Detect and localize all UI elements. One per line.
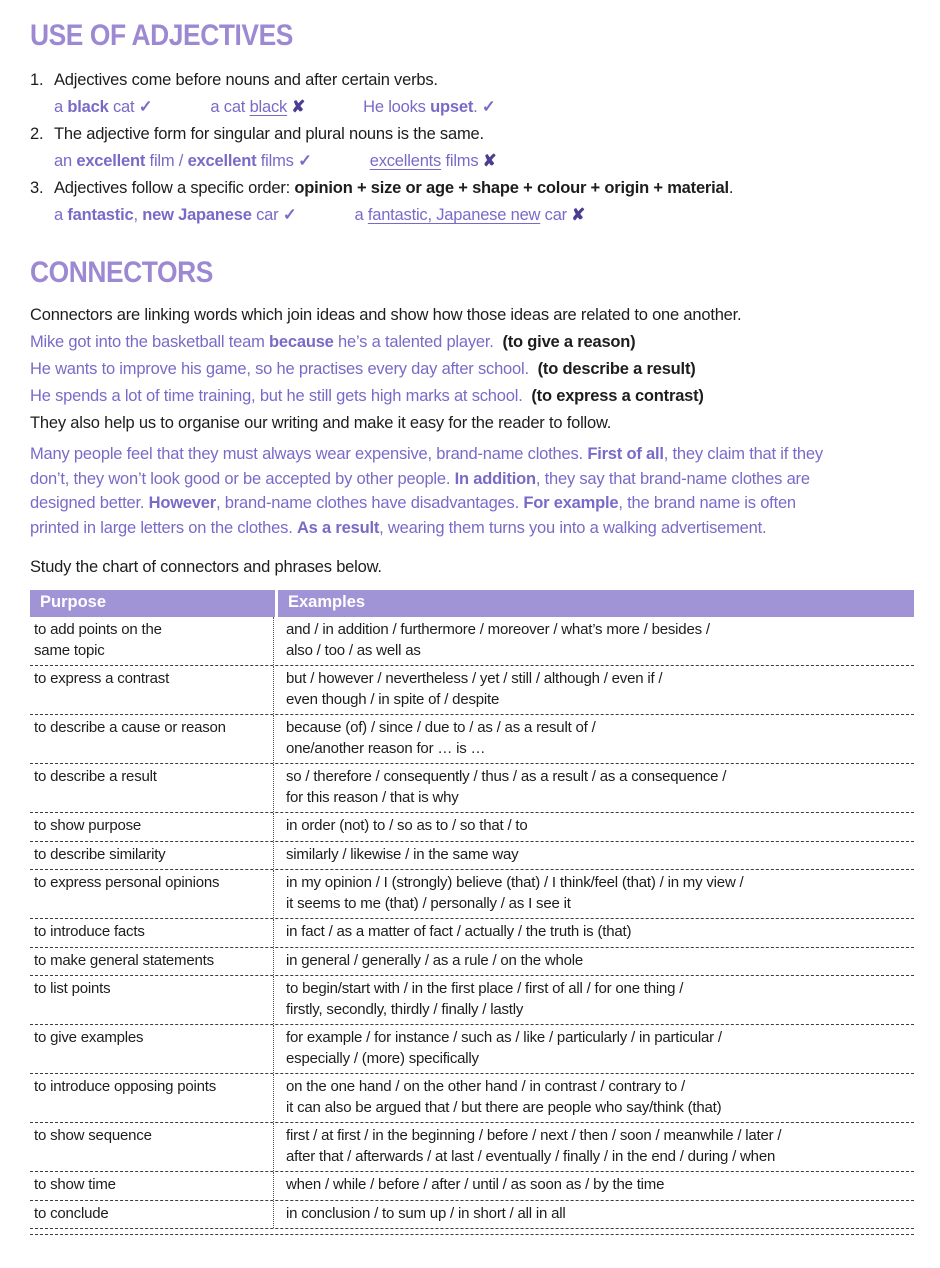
purpose-cell [30,842,274,870]
table-row [30,666,914,715]
text-segment: excellents [369,152,442,170]
cross-icon: ✘ [571,206,585,224]
purpose-text-line: to describe a result [34,768,157,785]
examples-column-header: Examples [278,590,914,617]
table-row [30,764,914,813]
examples-cell [274,813,914,841]
examples-text-line: it seems to me (that) / personally / as I see it [286,894,571,912]
text-segment: However [148,494,217,512]
examples-cell [274,976,914,1024]
purpose-text-line: to conclude [34,1204,109,1222]
study-chart-instruction: Study the chart of connectors and phrases below. [30,558,382,576]
purpose-text-line: to express personal opinions [34,874,220,891]
list-number: 3. [30,179,44,197]
examples-text-line: to begin/start with / in the first place / first of all / for one thing / [286,980,684,997]
examples-text-line: in conclusion / to sum up / in short / all in all [286,1204,566,1222]
paragraph-line [30,491,914,516]
text-segment: films [256,152,299,170]
examples-text-line: and / in addition / furthermore / moreover / what’s more / besides / [286,621,710,638]
text-segment: (to describe a result) [537,360,696,378]
cross-icon: ✘ [291,98,306,116]
example-chunk [54,202,296,229]
text-segment: a [54,98,68,116]
text-segment: car [540,206,572,224]
text-segment: upset [430,98,474,116]
purpose-cell [30,764,274,812]
example-line [54,94,914,121]
connector-sentence [30,383,914,410]
example-chunk [370,148,497,175]
purpose-text-line: to show time [34,1176,116,1193]
text-segment: excellent [76,152,146,170]
text-segment: Adjectives follow a specific order: [54,179,295,197]
purpose-text-line: to show purpose [34,817,142,834]
text-segment: film / [145,152,188,170]
table-row [30,715,914,764]
connector-sentence [30,329,914,356]
purpose-text-line: to show sequence [34,1127,152,1144]
table-row [30,813,914,842]
purpose-cell [30,976,274,1024]
examples-text-line: especially / (more) specifically [286,1049,479,1067]
text-segment: he’s a talented player. [333,333,494,351]
examples-text-line: first / at first / in the beginning / before / next / then / soon / meanwhile / later / [286,1127,782,1144]
purpose-text-line: to list points [34,980,111,997]
examples-text-line: on the one hand / on the other hand / in contrast / contrary to / [286,1078,685,1095]
purpose-cell [30,1201,274,1229]
adjectives-section-header [30,20,914,54]
paragraph-line [30,467,914,492]
examples-cell [274,764,914,812]
table-row [30,919,914,948]
purpose-text-line: to describe similarity [34,845,166,863]
examples-text-line: similarly / likewise / in the same way [286,845,519,863]
connectors-table [30,590,914,1235]
purpose-text-line: to make general statements [34,951,214,969]
check-icon: ✓ [282,206,297,224]
connectors-intro: Connectors are linking words which join ideas and show how those ideas are related to one another. [30,306,742,324]
purpose-cell [30,1025,274,1073]
text-segment: . [473,98,482,116]
text-segment: cat [108,98,139,116]
text-segment: don’t, they won’t look good or be accepted by other people. [30,469,455,488]
text-segment: The adjective form for singular and plural nouns is the same. [54,125,484,143]
examples-cell [274,1123,914,1171]
connectors-heading: CONNECTORS [30,256,213,289]
text-segment: Many people feel that they must always wear expensive, brand-name clothes. [30,445,588,463]
purpose-text-line: to introduce opposing points [34,1078,217,1095]
purpose-cell [30,715,274,763]
purpose-cell [30,870,274,918]
examples-cell [274,715,914,763]
rule-text [54,121,484,148]
example-line [54,202,914,229]
examples-cell [274,842,914,870]
connectors-table-header [30,590,914,617]
examples-text-line: it can also be argued that / but there are people who say/think (that) [286,1098,722,1116]
examples-cell [274,1201,914,1229]
text-segment: , brand-name clothes have disadvantages. [216,494,524,512]
table-row [30,1074,914,1123]
purpose-cell [30,1074,274,1122]
rule-text-line [30,175,914,202]
examples-text-line: even though / in spite of / despite [286,690,500,708]
purpose-cell [30,1172,274,1200]
example-chunk [54,148,312,175]
text-segment: He wants to improve his game, so he practises every day after school. [30,360,529,378]
table-row [30,1123,914,1172]
text-segment: For example [523,494,619,512]
examples-text-line: for this reason / that is why [286,788,459,806]
examples-text-line: but / however / nevertheless / yet / still / although / even if / [286,670,663,687]
text-segment: fantastic [67,206,134,224]
table-row [30,870,914,919]
examples-text-line: one/another reason for … is … [286,739,486,757]
examples-cell [274,1172,914,1200]
list-number: 2. [30,125,44,143]
text-segment: a cat [210,98,250,116]
text-segment: films [441,152,483,170]
adjectives-list [30,67,914,229]
example-chunk [54,94,152,121]
table-row [30,976,914,1025]
text-segment: designed better. [30,494,149,512]
examples-cell [274,617,914,665]
examples-text-line: in fact / as a matter of fact / actually / the truth is (that) [286,923,632,940]
examples-text-line: for example / for instance / such as / like / particularly / in particular / [286,1029,722,1046]
text-segment: a [54,206,68,224]
purpose-cell [30,948,274,976]
purpose-text-line: to introduce facts [34,923,145,940]
rule-text [54,67,438,94]
text-segment: Mike got into the basketball team [30,333,270,351]
examples-cell [274,870,914,918]
examples-text-line: after that / afterwards / at last / eventually / finally / in the end / during / when [286,1147,776,1165]
rule-text-line [30,121,914,148]
text-segment: a [354,206,368,224]
example-chunk [354,202,585,229]
rule-text-line [30,67,914,94]
text-segment: He spends a lot of time training, but he still gets high marks at school. [30,387,523,405]
text-segment: As a result [296,518,380,537]
examples-text-line: firstly, secondly, thirdly / finally / lastly [286,1000,524,1018]
text-segment: (to give a reason) [502,333,636,351]
examples-cell [274,666,914,714]
purpose-text-line: to add points on the [34,621,162,638]
examples-cell [274,919,914,947]
table-row [30,1172,914,1201]
examples-text-line: when / while / before / after / until / as soon as / by the time [286,1176,665,1193]
text-segment: Adjectives come before nouns and after certain verbs. [54,71,438,89]
examples-text-line: in order (not) to / so as to / so that / to [286,817,528,834]
text-segment: , the brand name is often [618,494,796,512]
example-chunk [210,94,305,121]
text-segment: , they say that brand-name clothes are [535,469,810,488]
adjectives-heading: USE OF ADJECTIVES [30,19,293,52]
purpose-cell [30,617,274,665]
paragraph-line [30,442,914,467]
text-segment [529,360,538,378]
text-segment: an [54,152,77,170]
purpose-text-line: same topic [34,641,105,659]
text-segment: printed in large letters on the clothes. [30,518,297,537]
table-row [30,1025,914,1074]
text-segment: car [251,206,283,224]
check-icon: ✓ [138,98,153,116]
purpose-cell [30,1123,274,1171]
purpose-text-line: to give examples [34,1029,144,1046]
text-segment: , they claim that if they [663,445,823,463]
text-segment: excellent [187,152,257,170]
check-icon: ✓ [481,98,496,116]
text-segment: . [728,179,734,197]
example-line [54,148,914,175]
connector-sentence [30,356,914,383]
text-segment: In addition [454,469,536,488]
adjective-rule-item [30,175,914,229]
connectors-organise-note: They also help us to organise our writing and make it easy for the reader to follow. [30,414,612,432]
text-segment: First of all [587,445,664,463]
table-row [30,1201,914,1230]
adjective-rule-item [30,121,914,175]
adjective-rule-item [30,67,914,121]
examples-text-line: because (of) / since / due to / as / as a result of / [286,719,596,736]
examples-cell [274,1074,914,1122]
table-row [30,842,914,871]
examples-text-line: so / therefore / consequently / thus / as a result / as a consequence / [286,768,727,785]
purpose-text-line: to describe a cause or reason [34,719,226,736]
connector-example-sentences [30,329,914,410]
text-segment: He looks [363,98,431,116]
purpose-cell [30,919,274,947]
examples-cell [274,1025,914,1073]
cross-icon: ✘ [482,152,497,170]
paragraph-line [30,516,914,541]
text-segment: , [133,206,143,224]
examples-text-line: also / too / as well as [286,641,421,659]
table-row [30,948,914,977]
text-segment: because [269,333,334,351]
examples-text-line: in general / generally / as a rule / on the whole [286,951,584,969]
text-segment: , wearing them turns you into a walking advertisement. [379,518,767,537]
table-row [30,617,914,666]
purpose-column-header: Purpose [30,590,275,617]
purpose-text-line: to express a contrast [34,670,170,687]
examples-cell [274,948,914,976]
purpose-cell [30,666,274,714]
list-number: 1. [30,71,44,89]
connectors-table-body [30,617,914,1229]
purpose-cell [30,813,274,841]
connectors-section-header [30,257,914,291]
example-chunk [363,94,495,121]
text-segment: (to express a contrast) [531,387,704,405]
text-segment: new Japanese [142,206,252,224]
examples-text-line: in my opinion / I (strongly) believe (that) / I think/feel (that) / in my view / [286,874,744,891]
text-segment: fantastic, Japanese new [367,206,541,224]
text-segment: opinion + size or age + shape + colour + origin + material [294,179,729,197]
text-segment: black [67,98,109,116]
text-segment: black [249,98,288,116]
connector-sample-paragraph [30,442,914,540]
rule-text [54,175,733,202]
check-icon: ✓ [298,152,312,170]
